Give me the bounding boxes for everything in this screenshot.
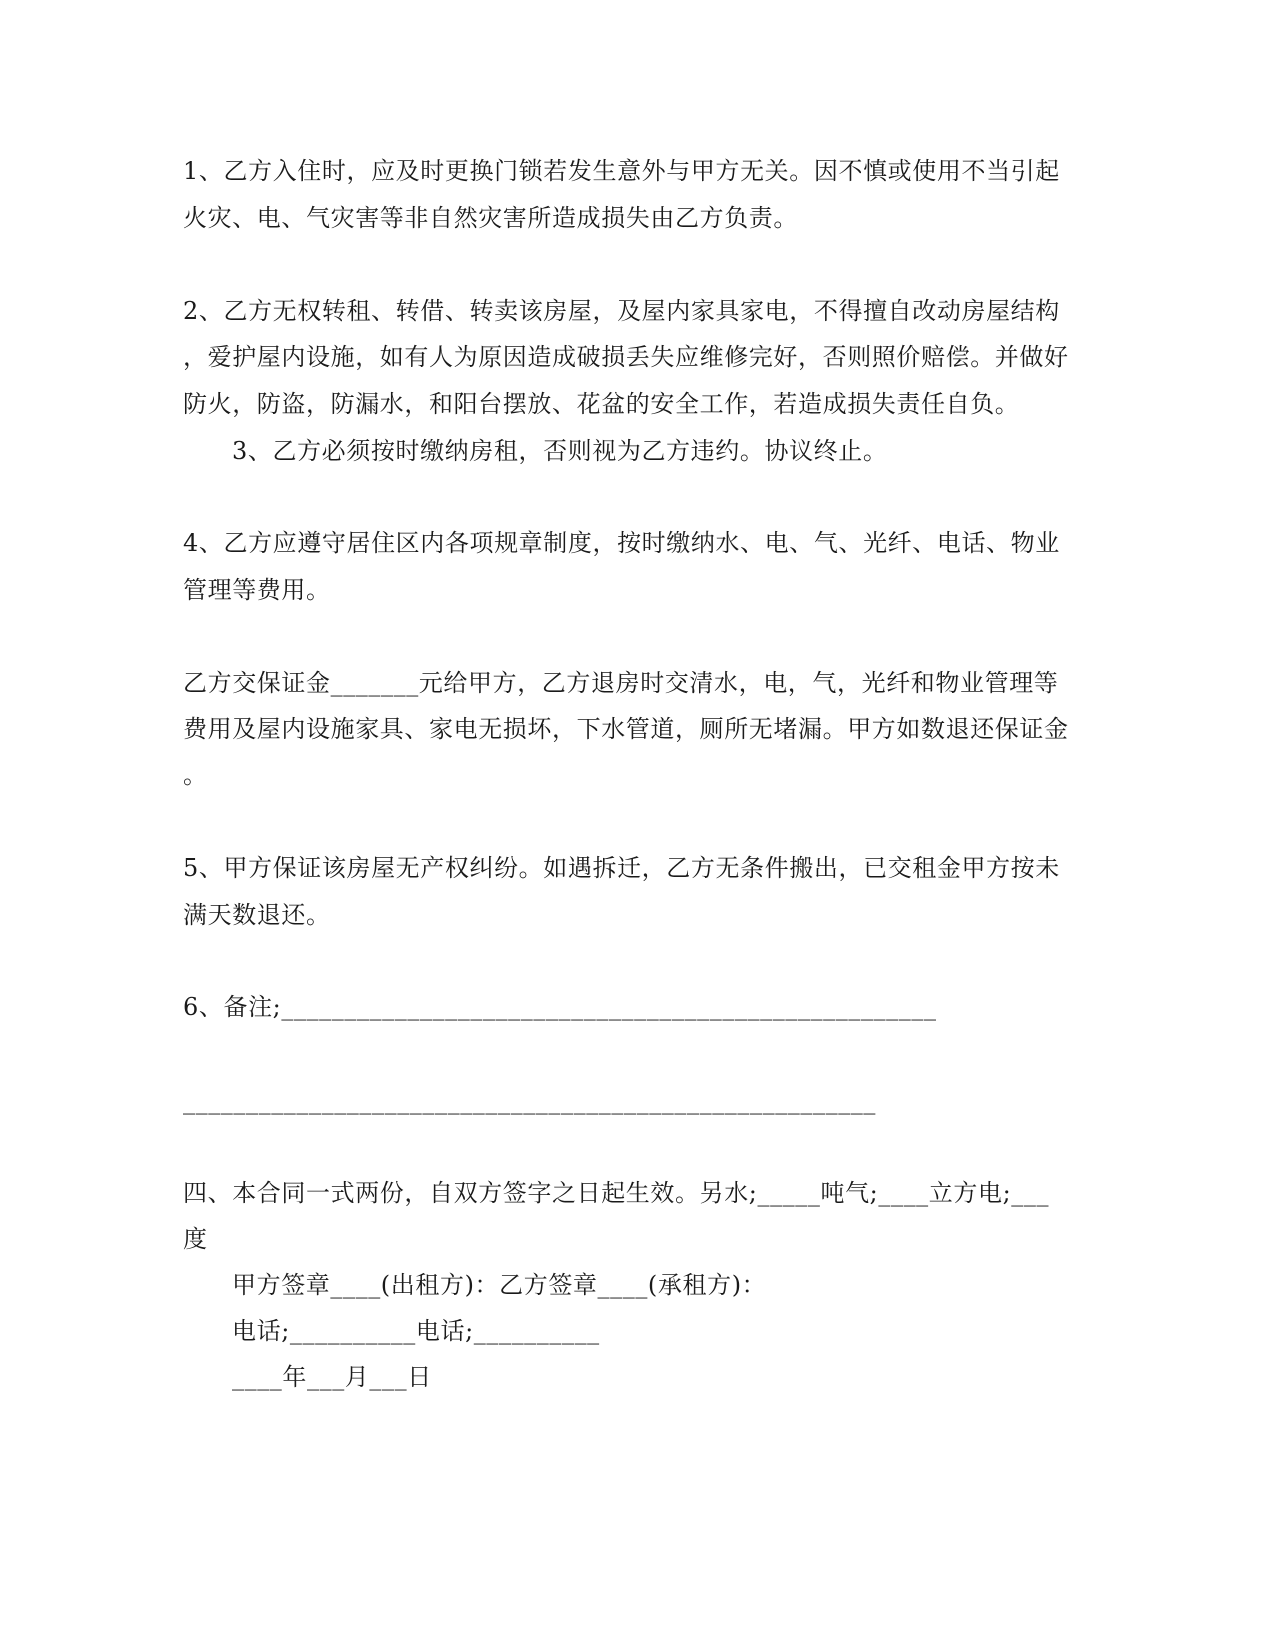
deposit-line-2: 费用及屋内设施家具、家电无损坏，下水管道，厕所无堵漏。甲方如数退还保证金 — [183, 715, 1069, 743]
signature-date: ____年___月___日 — [232, 1363, 432, 1391]
clause-5-line-2: 满天数退还。 — [183, 901, 331, 929]
clause-3: 3、乙方必须按时缴纳房租，否则视为乙方违约。协议终止。 — [232, 437, 888, 465]
section-4-line-1: 四、本合同一式两份，自双方签字之日起生效。另水;_____吨气;____立方电;___ — [183, 1179, 1050, 1207]
clause-4-line-1: 4、乙方应遵守居住区内各项规章制度，按时缴纳水、电、气、光纤、电话、物业 — [183, 529, 1060, 557]
clause-1-line-1: 1、乙方入住时，应及时更换门锁若发生意外与甲方无关。因不慎或使用不当引起 — [183, 157, 1060, 185]
section-4-line-2: 度 — [183, 1225, 208, 1253]
deposit-line-3: 。 — [183, 761, 208, 789]
clause-2-line-2: ，爱护屋内设施，如有人为原因造成破损丢失应维修完好，否则照价赔偿。并做好 — [183, 343, 1069, 371]
clause-1-line-2: 火灾、电、气灾害等非自然灾害所造成损失由乙方负责。 — [183, 204, 798, 232]
signature-parties: 甲方签章____(出租方)：乙方签章____(承租方)： — [232, 1271, 767, 1299]
clause-2-line-3: 防火，防盗，防漏水，和阳台摆放、花盆的安全工作，若造成损失责任自负。 — [183, 390, 1020, 418]
clause-6-remarks-line-2: _______________________________________________________ — [183, 1087, 876, 1115]
clause-2-line-1: 2、乙方无权转租、转借、转卖该房屋，及屋内家具家电，不得擅自改动房屋结构 — [183, 297, 1060, 325]
deposit-line-1: 乙方交保证金_______元给甲方，乙方退房时交清水，电，气，光纤和物业管理等 — [183, 669, 1059, 697]
signature-phones: 电话;__________电话;__________ — [232, 1317, 600, 1345]
clause-6-remarks-line-1: 6、备注;____________________________________________________ — [183, 993, 937, 1021]
clause-5-line-1: 5、甲方保证该房屋无产权纠纷。如遇拆迁，乙方无条件搬出，已交租金甲方按未 — [183, 854, 1060, 882]
clause-4-line-2: 管理等费用。 — [183, 576, 331, 604]
